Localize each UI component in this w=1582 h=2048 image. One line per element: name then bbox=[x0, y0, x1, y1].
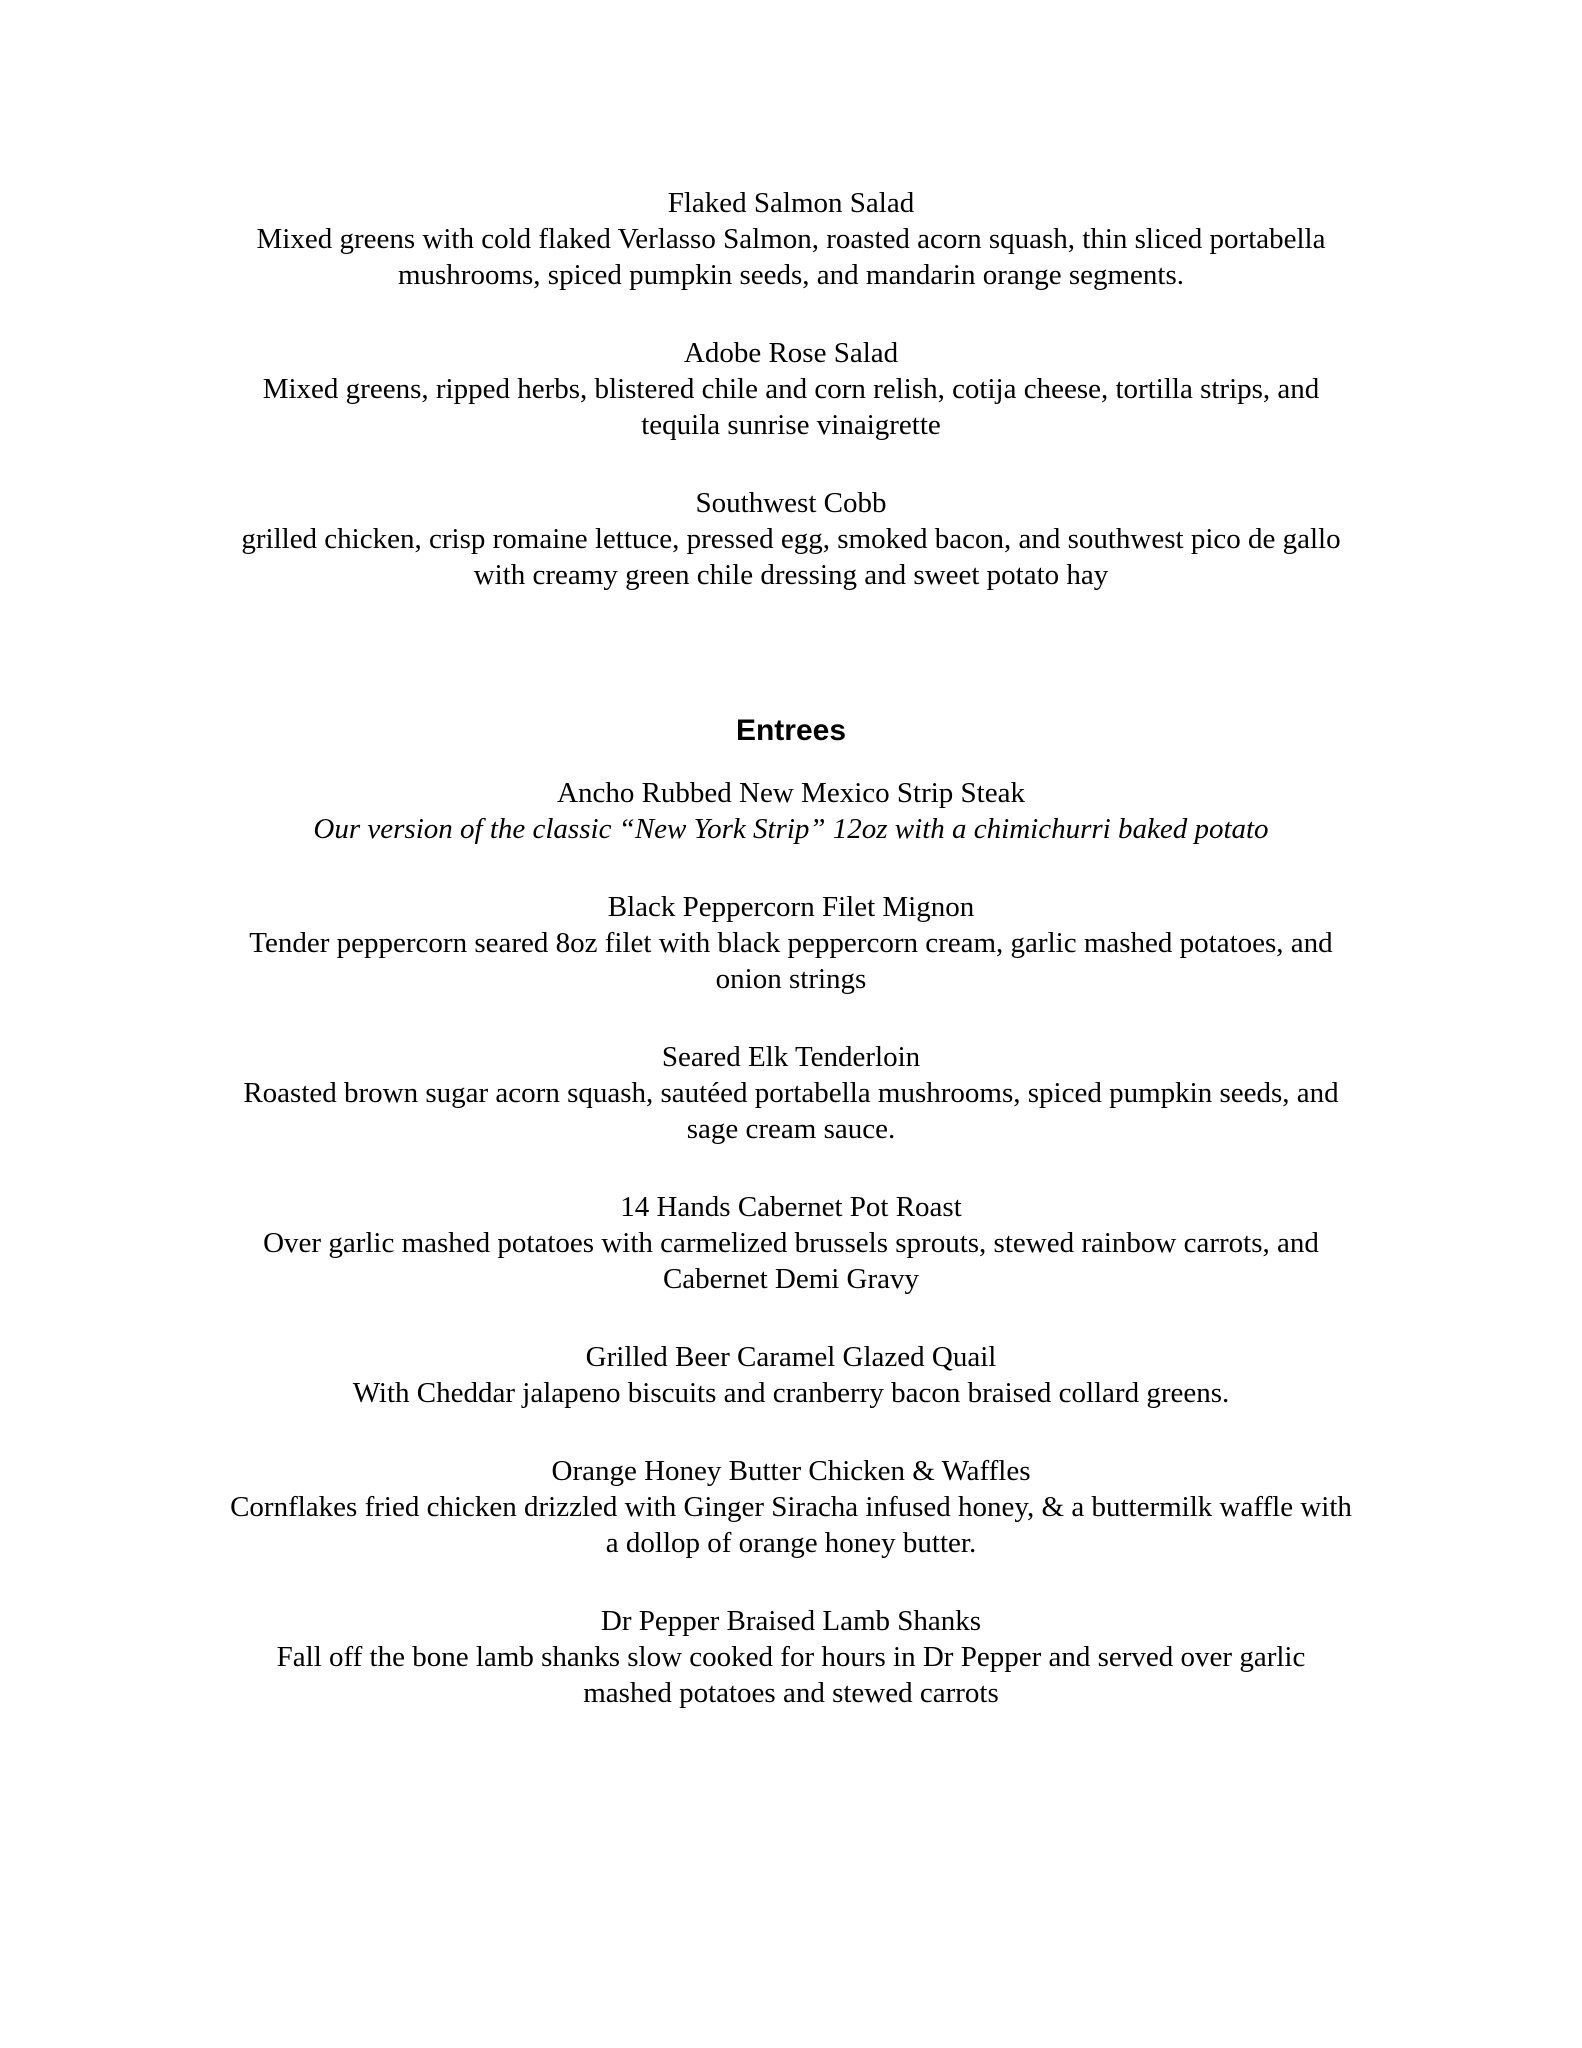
dish-description: Our version of the classic “New York Strip” 12oz with a chimichurri baked potato bbox=[313, 813, 1269, 845]
dish-description: Fall off the bone lamb shanks slow cooked for hours in Dr Pepper and served over garlic mashed potatoes and stewed carrots bbox=[276, 1641, 1306, 1709]
menu-item bbox=[150, 1039, 1432, 1147]
dish-description: Cornflakes fried chicken drizzled with Ginger Siracha infused honey, & a buttermilk waffle with a dollop of orange honey butter. bbox=[230, 1491, 1352, 1559]
menu-item bbox=[150, 889, 1432, 997]
dish-description: With Cheddar jalapeno biscuits and cranberry bacon braised collard greens. bbox=[352, 1377, 1230, 1409]
dish-description: Over garlic mashed potatoes with carmelized brussels sprouts, stewed rainbow carrots, and Cabernet Demi Gravy bbox=[263, 1227, 1319, 1295]
dish-name: Seared Elk Tenderloin bbox=[661, 1041, 921, 1073]
menu-item bbox=[150, 1189, 1432, 1297]
dish-name: Orange Honey Butter Chicken & Waffles bbox=[551, 1455, 1031, 1487]
menu-item bbox=[150, 485, 1432, 593]
menu-item bbox=[150, 335, 1432, 443]
dish-name: Flaked Salmon Salad bbox=[667, 187, 915, 219]
dish-name: Adobe Rose Salad bbox=[683, 337, 899, 369]
dish-description: Mixed greens with cold flaked Verlasso Salmon, roasted acorn squash, thin sliced portabella mushrooms, spiced pumpkin seeds, and mandarin orange segments. bbox=[256, 223, 1326, 291]
dish-name: Southwest Cobb bbox=[695, 487, 887, 519]
menu-item bbox=[150, 1603, 1432, 1711]
menu-item bbox=[150, 1453, 1432, 1561]
menu-item bbox=[150, 1339, 1432, 1411]
dish-name: Ancho Rubbed New Mexico Strip Steak bbox=[557, 777, 1025, 809]
menu-item bbox=[150, 185, 1432, 293]
dish-description: grilled chicken, crisp romaine lettuce, pressed egg, smoked bacon, and southwest pico de gallo with creamy green chile dressing and sweet potato hay bbox=[241, 523, 1341, 591]
dish-description: Tender peppercorn seared 8oz filet with black peppercorn cream, garlic mashed potatoes, and onion strings bbox=[249, 927, 1333, 995]
section-heading: Entrees bbox=[735, 714, 847, 747]
dish-name: Dr Pepper Braised Lamb Shanks bbox=[600, 1605, 982, 1637]
dish-name: Black Peppercorn Filet Mignon bbox=[607, 891, 975, 923]
dish-description: Mixed greens, ripped herbs, blistered chile and corn relish, cotija cheese, tortilla strips, and tequila sunrise vinaigrette bbox=[262, 373, 1320, 441]
menu-item bbox=[150, 775, 1432, 847]
dish-name: Grilled Beer Caramel Glazed Quail bbox=[585, 1341, 997, 1373]
dish-name: 14 Hands Cabernet Pot Roast bbox=[620, 1191, 962, 1223]
dish-description: Roasted brown sugar acorn squash, sautéed portabella mushrooms, spiced pumpkin seeds, and sage cream sauce. bbox=[243, 1077, 1339, 1145]
